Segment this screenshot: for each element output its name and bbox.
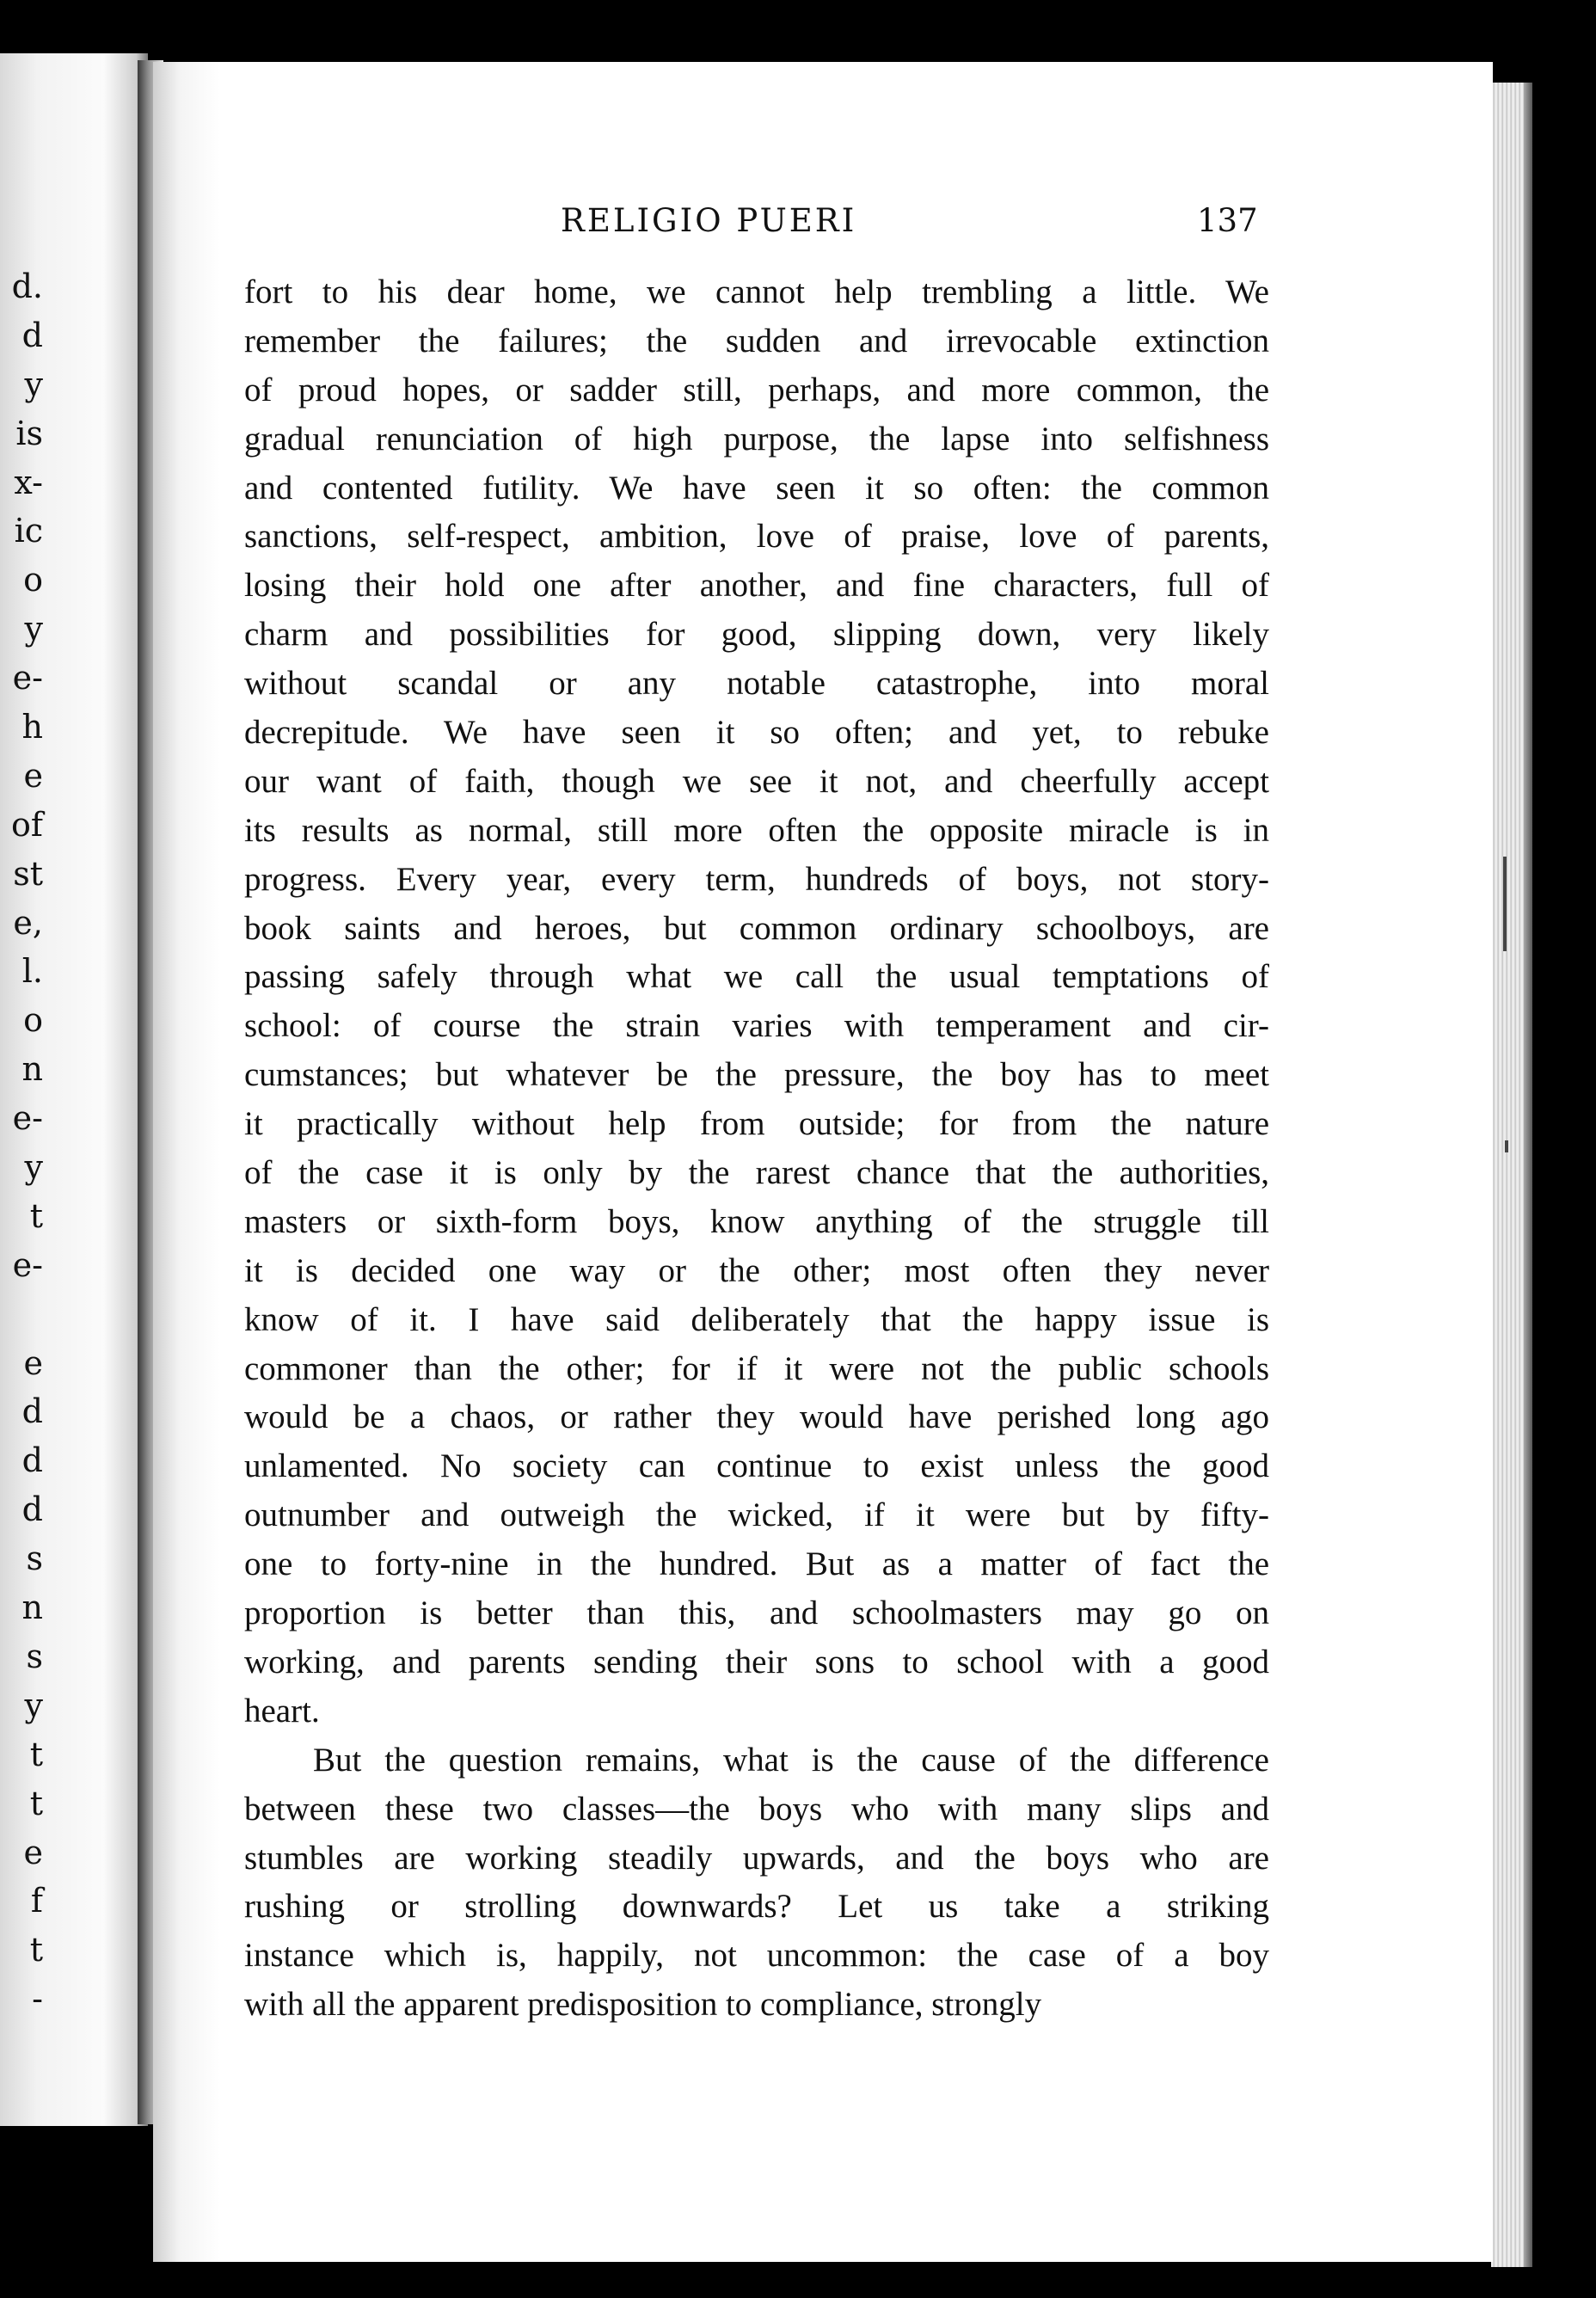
text-line: passing safely through what we call the usual temptations of <box>244 958 1269 996</box>
text-line: proportion is better than this, and schoolmasters may go on <box>244 1594 1269 1632</box>
text-line: cumstances; but whatever be the pressure, the boy has to meet <box>244 1056 1269 1094</box>
facing-line-ending: n <box>21 1588 43 1627</box>
facing-line-ending: o <box>23 1001 43 1040</box>
text-line: it practically without help from outside; for from the nature <box>244 1105 1269 1143</box>
facing-line-ending: e, <box>13 903 43 942</box>
text-line: its results as normal, still more often the opposite miracle is in <box>244 811 1269 849</box>
running-head: RELIGIO PUERI <box>561 202 857 239</box>
facing-line-ending: e <box>23 1833 43 1871</box>
text-line: decrepitude. We have seen it so often; and yet, to rebuke <box>244 714 1269 752</box>
text-line: gradual renunciation of high purpose, the lapse into selfishness <box>244 420 1269 458</box>
text-line: our want of faith, though we see it not, and cheerfully accept <box>244 762 1269 800</box>
facing-line-ending: d <box>21 1490 43 1529</box>
text-line: fort to his dear home, we cannot help trembling a little. We <box>244 273 1269 310</box>
text-line: instance which is, happily, not uncommon: the case of a boy <box>244 1937 1269 1975</box>
facing-line-ending: y <box>24 365 43 403</box>
facing-line-ending: h <box>21 708 43 747</box>
facing-line-ending <box>0 1290 43 1339</box>
edge-mark <box>1505 1140 1508 1152</box>
body-text <box>244 268 1269 2030</box>
facing-line-ending: t <box>29 1784 43 1822</box>
facing-line-ending: of <box>11 805 43 844</box>
facing-line-ending: - <box>32 1980 43 2018</box>
text-line: it is decided one way or the other; most often they never <box>244 1251 1269 1289</box>
facing-line-ending: y <box>24 1686 43 1724</box>
page-number: 137 <box>1197 202 1258 239</box>
text-line: with all the apparent predisposition to compliance, strongly <box>244 1986 1042 2024</box>
facing-line-ending: e- <box>12 1245 43 1284</box>
facing-line-ending: e- <box>12 659 43 697</box>
text-line: But the question remains, what is the cause of the difference <box>313 1741 1269 1779</box>
facing-line-ending: e <box>23 756 43 795</box>
facing-line-ending: y <box>24 610 43 648</box>
text-line: and contented futility. We have seen it so often: the common <box>244 469 1269 507</box>
edge-mark <box>1503 857 1507 951</box>
facing-line-ending: n <box>21 1050 43 1089</box>
facing-line-ending: l. <box>21 952 43 991</box>
facing-line-ending: d <box>21 1441 43 1480</box>
facing-line-ending: y <box>24 1148 43 1187</box>
text-line: without scandal or any notable catastrophe, into moral <box>244 665 1269 703</box>
facing-line-ending: f <box>30 1882 43 1920</box>
facing-line-ending: t <box>29 1931 43 1969</box>
text-line: stumbles are working steadily upwards, and the boys who are <box>244 1839 1269 1877</box>
text-line: sanctions, self-respect, ambition, love of praise, love of parents, <box>244 518 1269 556</box>
text-line: commoner than the other; for if it were not the public schools <box>244 1349 1269 1387</box>
facing-line-ending: st <box>13 854 43 893</box>
facing-line-ending: o <box>23 561 43 599</box>
facing-line-ending: t <box>29 1735 43 1773</box>
facing-page-line-endings <box>0 262 43 2024</box>
text-line: unlamented. No society can continue to exist unless the good <box>244 1447 1269 1485</box>
text-line: masters or sixth-form boys, know anything of the struggle till <box>244 1202 1269 1240</box>
text-line: losing their hold one after another, and fine characters, full of <box>244 567 1269 605</box>
text-line: know of it. I have said deliberately that the happy issue is <box>244 1300 1269 1338</box>
text-line: of proud hopes, or sadder still, perhaps, and more common, the <box>244 371 1269 409</box>
facing-line-ending: e- <box>12 1099 43 1138</box>
facing-line-ending: e <box>23 1343 43 1382</box>
text-line: between these two classes—the boys who with many slips and <box>244 1790 1269 1828</box>
text-line: of the case it is only by the rarest chance that the authorities, <box>244 1154 1269 1192</box>
text-line: remember the failures; the sudden and irrevocable extinction <box>244 322 1269 359</box>
text-line: would be a chaos, or rather they would have perished long ago <box>244 1398 1269 1436</box>
text-line: charm and possibilities for good, slipping down, very likely <box>244 616 1269 654</box>
facing-line-ending: d <box>21 316 43 354</box>
facing-line-ending: s <box>26 1539 43 1578</box>
facing-line-ending: is <box>15 414 43 452</box>
page-edges <box>1491 83 1532 2267</box>
text-line: one to forty-nine in the hundred. But as a matter of fact the <box>244 1545 1269 1583</box>
text-line: book saints and heroes, but common ordinary schoolboys, are <box>244 909 1269 947</box>
facing-line-ending: ic <box>14 512 43 550</box>
text-line: working, and parents sending their sons to school with a good <box>244 1643 1269 1680</box>
facing-page <box>0 53 148 2126</box>
facing-line-ending: d <box>21 1392 43 1431</box>
text-line: outnumber and outweigh the wicked, if it were but by fifty- <box>244 1496 1269 1534</box>
text-line: rushing or strolling downwards? Let us take a striking <box>244 1888 1269 1926</box>
facing-line-ending: d. <box>11 267 43 305</box>
facing-line-ending: x- <box>14 463 43 501</box>
facing-line-ending: t <box>29 1196 43 1235</box>
facing-line-ending: s <box>26 1637 43 1675</box>
text-line: heart. <box>244 1692 320 1730</box>
text-line: progress. Every year, every term, hundreds of boys, not story- <box>244 860 1269 898</box>
text-line: school: of course the strain varies with temperament and cir- <box>244 1007 1269 1045</box>
